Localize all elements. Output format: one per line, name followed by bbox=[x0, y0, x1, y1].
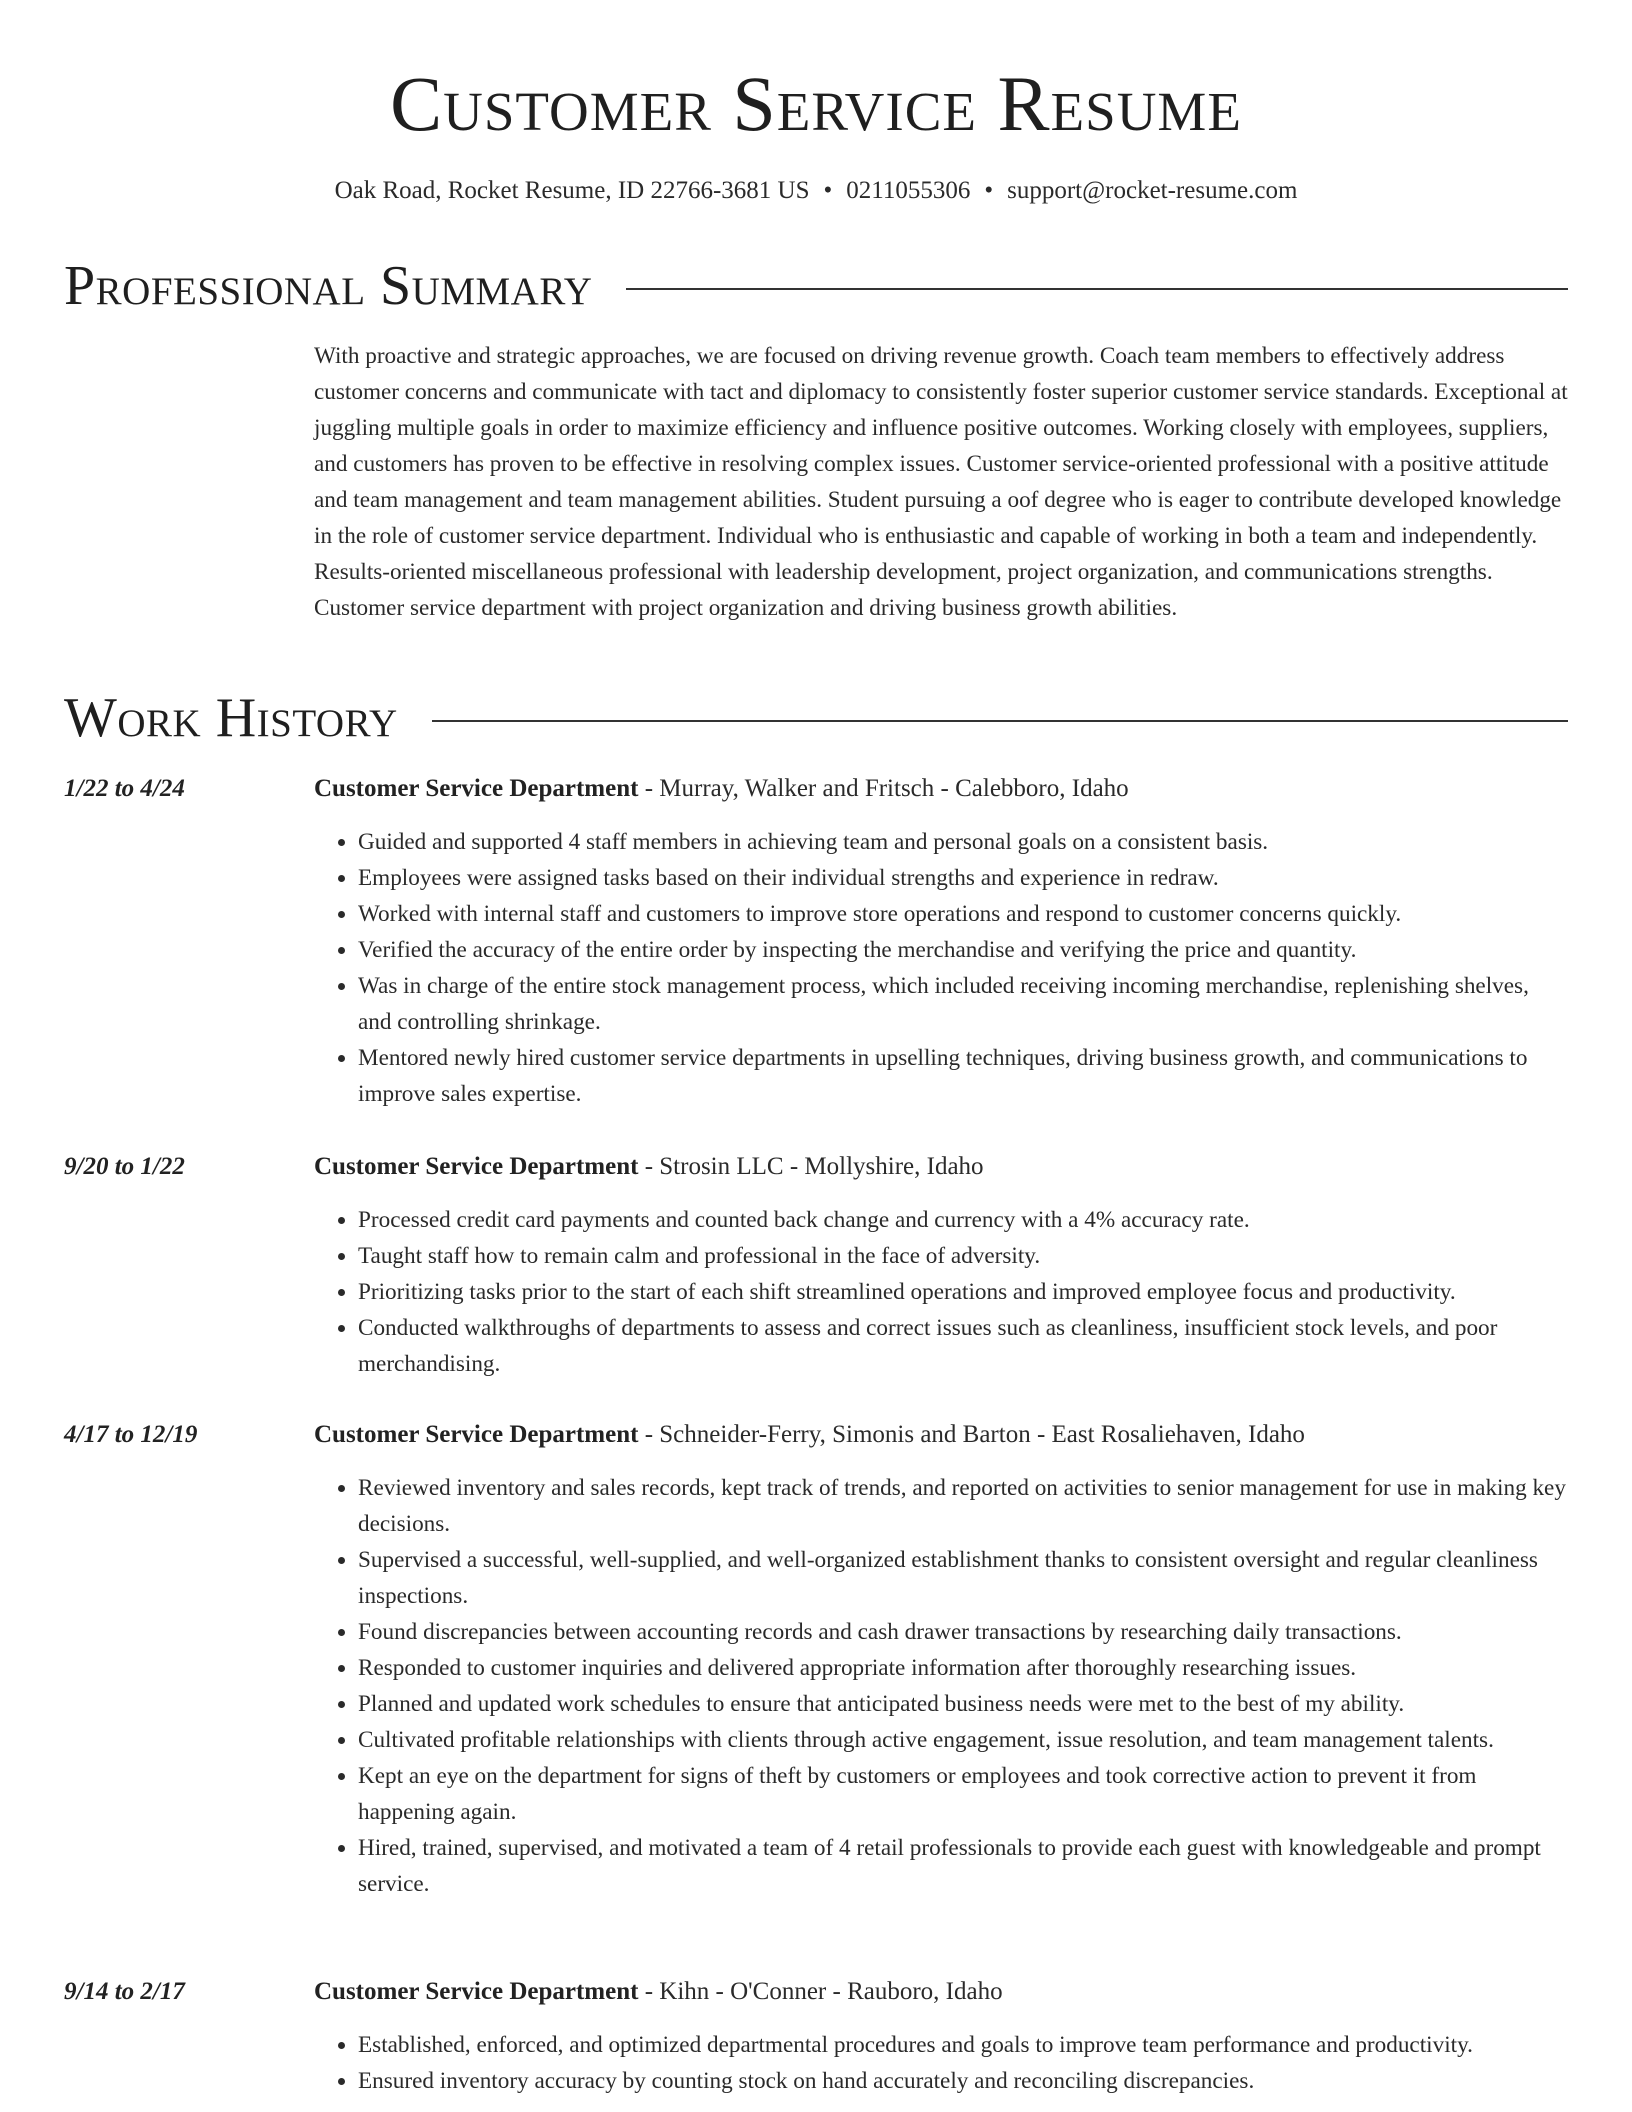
contact-line bbox=[0, 174, 1632, 208]
job-details: - Strosin LLC - Mollyshire, Idaho bbox=[638, 1153, 984, 1180]
job-details: - Schneider-Ferry, Simonis and Barton - East Rosaliehaven, Idaho bbox=[638, 1421, 1305, 1448]
job-bullets bbox=[314, 2027, 1568, 2099]
job-bullet: • Cultivated profitable relationships with clients through active engagement, issue resolution, and team management talents. bbox=[358, 1722, 1568, 1758]
job-heading bbox=[314, 1418, 1568, 1452]
job-title: Customer Service Department bbox=[314, 1153, 639, 1180]
job-bullets bbox=[314, 1202, 1568, 1382]
contact-address: Oak Road, Rocket Resume, ID 22766-3681 US bbox=[334, 177, 810, 204]
job-bullet: • Found discrepancies between accounting records and cash drawer transactions by researching daily transactions. bbox=[358, 1614, 1568, 1650]
job-bullet: • Ensured inventory accuracy by counting stock on hand accurately and reconciling discrepancies. bbox=[358, 2063, 1568, 2099]
job-bullet: • Worked with internal staff and customers to improve store operations and respond to customer concerns quickly. bbox=[358, 896, 1568, 932]
contact-separator: • bbox=[823, 177, 833, 204]
resume-title: Customer Service Resume bbox=[390, 60, 1242, 147]
job-title: Customer Service Department bbox=[314, 1978, 639, 2005]
job-bullet: • Responded to customer inquiries and delivered appropriate information after thoroughly researching issues. bbox=[358, 1650, 1568, 1686]
section-divider bbox=[432, 720, 1568, 722]
job-bullet: • Taught staff how to remain calm and professional in the face of adversity. bbox=[358, 1238, 1568, 1274]
job-bullet: • Supervised a successful, well-supplied, and well-organized establishment thanks to consistent oversight and regular cleanliness inspections. bbox=[358, 1542, 1568, 1614]
job-bullet: • Guided and supported 4 staff members in achieving team and personal goals on a consistent basis. bbox=[358, 824, 1568, 860]
job-bullet: • Mentored newly hired customer service departments in upselling techniques, driving business growth, and communications to improve sales expertise. bbox=[358, 1040, 1568, 1112]
job-bullet: • Established, enforced, and optimized departmental procedures and goals to improve team performance and productivity. bbox=[358, 2027, 1568, 2063]
job-dates: 9/14 to 2/17 bbox=[64, 1978, 185, 2005]
summary-text: With proactive and strategic approaches, we are focused on driving revenue growth. Coach team members to effectively address customer concerns and communicate with tact and diplomacy to consistently foster superior customer service standards. Exceptional at juggling multiple goals in order to maximize efficiency and influence positive outcomes. Working closely with employees, suppliers, and customers has proven to be effective in resolving complex issues. Customer service-oriented professional with a positive attitude and team management and team management abilities. Student pursuing a oof degree who is eager to contribute developed knowledge in the role of customer service department. Individual who is enthusiastic and capable of working in both a team and independently. Results-oriented miscellaneous professional with leadership development, project organization, and communications strengths. Customer service department with project organization and driving business growth abilities. bbox=[314, 343, 1568, 621]
job-bullet: • Hired, trained, supervised, and motivated a team of 4 retail professionals to provide each guest with knowledgeable and prompt service. bbox=[358, 1830, 1568, 1902]
job-bullet: • Reviewed inventory and sales records, kept track of trends, and reported on activities to senior management for use in making key decisions. bbox=[358, 1470, 1568, 1542]
job-bullet: • Planned and updated work schedules to ensure that anticipated business needs were met to the best of my ability. bbox=[358, 1686, 1568, 1722]
job-bullet: • Conducted walkthroughs of departments to assess and correct issues such as cleanliness, insufficient stock levels, and poor merchandising. bbox=[358, 1310, 1568, 1382]
work-section-header bbox=[64, 686, 1568, 750]
contact-separator: • bbox=[984, 177, 994, 204]
summary-section-header bbox=[64, 254, 1568, 318]
section-divider bbox=[626, 288, 1568, 290]
job-title: Customer Service Department bbox=[314, 775, 639, 802]
job-dates: 9/20 to 1/22 bbox=[64, 1153, 185, 1180]
job-heading bbox=[314, 1975, 1568, 2009]
contact-phone[interactable]: 0211055306 bbox=[846, 177, 971, 204]
job-bullet: • Was in charge of the entire stock management process, which included receiving incoming merchandise, replenishing shelves, and controlling shrinkage. bbox=[358, 968, 1568, 1040]
job-details: - Kihn - O'Conner - Rauboro, Idaho bbox=[638, 1978, 1003, 2005]
job-heading bbox=[314, 1150, 1568, 1184]
job-details: - Murray, Walker and Fritsch - Calebboro, Idaho bbox=[638, 775, 1129, 802]
summary-heading: Professional Summary bbox=[64, 255, 593, 317]
job-title: Customer Service Department bbox=[314, 1421, 639, 1448]
job-bullets bbox=[314, 824, 1568, 1112]
job-bullet: • Processed credit card payments and counted back change and currency with a 4% accuracy rate. bbox=[358, 1202, 1568, 1238]
contact-email[interactable]: support@rocket-resume.com bbox=[1007, 177, 1298, 204]
job-heading bbox=[314, 772, 1568, 806]
job-bullet: • Verified the accuracy of the entire order by inspecting the merchandise and verifying the price and quantity. bbox=[358, 932, 1568, 968]
work-heading: Work History bbox=[64, 687, 398, 749]
job-dates: 1/22 to 4/24 bbox=[64, 775, 185, 802]
job-bullet: • Kept an eye on the department for signs of theft by customers or employees and took corrective action to prevent it from happening again. bbox=[358, 1758, 1568, 1830]
job-bullet: • Prioritizing tasks prior to the start of each shift streamlined operations and improved employee focus and productivity. bbox=[358, 1274, 1568, 1310]
job-bullets bbox=[314, 1470, 1568, 1902]
job-bullet: • Employees were assigned tasks based on their individual strengths and experience in redraw. bbox=[358, 860, 1568, 896]
job-dates: 4/17 to 12/19 bbox=[64, 1421, 198, 1448]
